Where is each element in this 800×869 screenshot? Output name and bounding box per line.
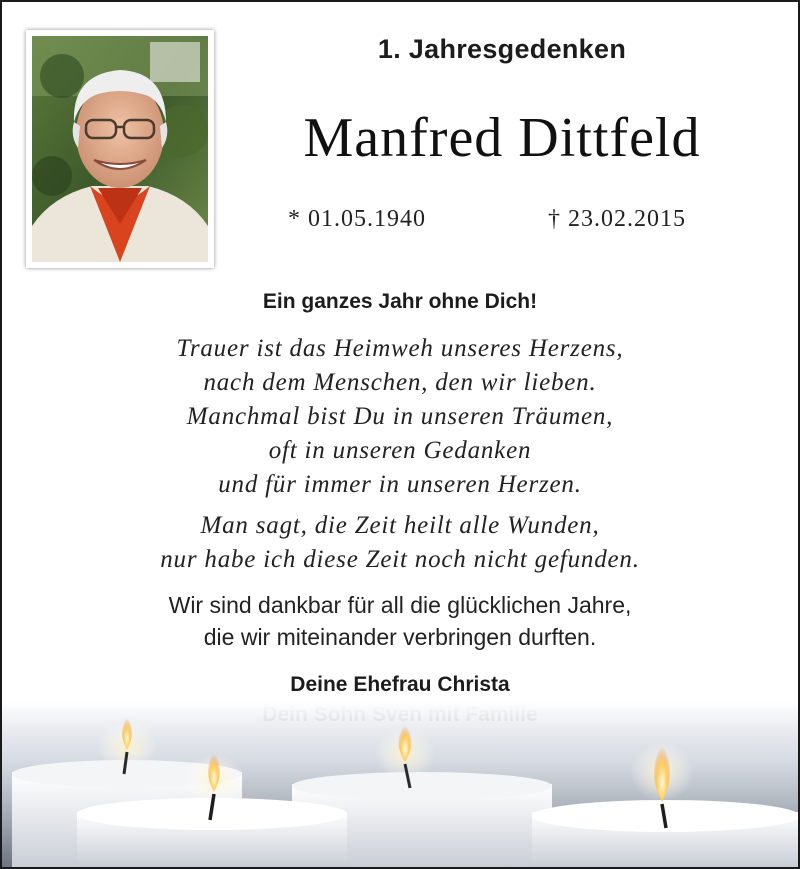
birth-date: * 01.05.1940 [288,206,426,232]
burning-candles-photo [2,702,798,867]
verse-line: nur habe ich diese Zeit noch nicht gefunden. [160,546,640,573]
verse-line: und für immer in unseren Herzen. [218,471,582,498]
verse-line: nach dem Menschen, den wir lieben. [203,369,597,396]
verse-heading: Ein ganzes Jahr ohne Dich! [262,290,538,313]
verse-line: Manchmal bist Du in unseren Träumen, [186,403,614,430]
verse-line: oft in unseren Gedanken [268,437,532,464]
occasion-title: 1. Jahresgedenken [377,34,627,64]
verse-line: Trauer ist das Heimweh unseres Herzens, [176,335,624,362]
portrait-photo [32,36,208,262]
thanks-line: die wir miteinander verbringen durften. [203,624,597,650]
verse-line: Man sagt, die Zeit heilt alle Wunden, [200,512,600,539]
death-date: † 23.02.2015 [548,206,686,232]
thanks-line: Wir sind dankbar für all die glücklichen Jahre, [168,592,632,618]
deceased-name: Manfred Dittfeld [303,107,701,169]
thanks-text [2,589,798,653]
portrait-photo-frame [26,30,214,268]
verse-stanza-2 [2,509,798,577]
signature-line: Deine Ehefrau Christa [290,673,510,696]
verse-stanza-1 [2,332,798,502]
